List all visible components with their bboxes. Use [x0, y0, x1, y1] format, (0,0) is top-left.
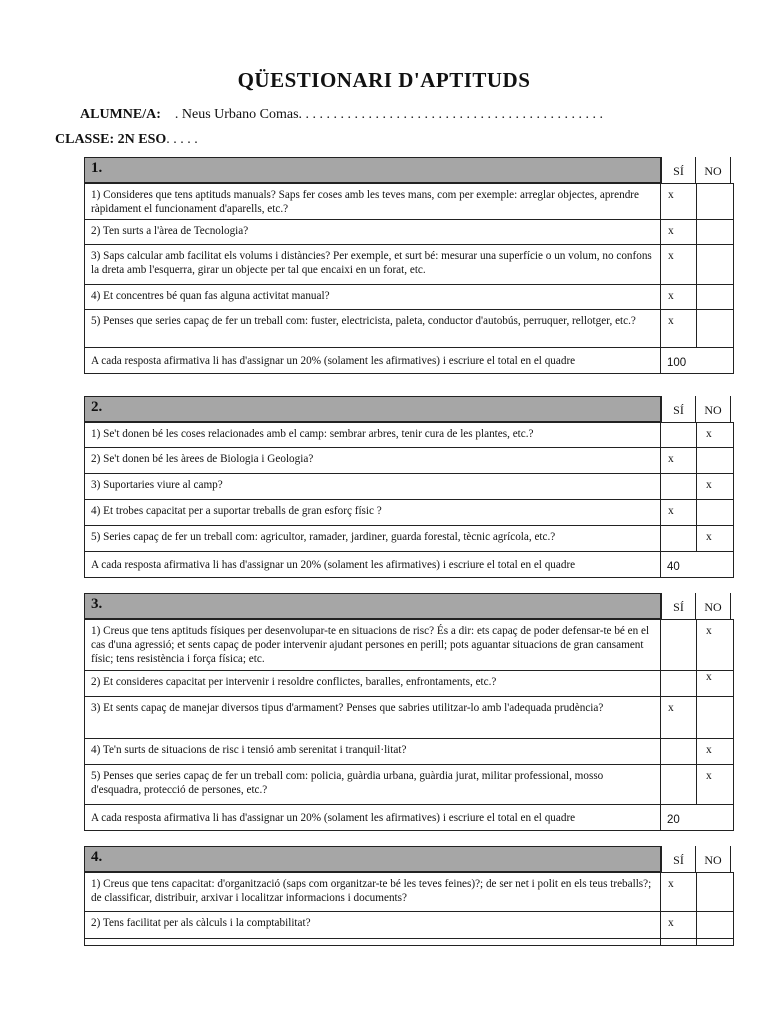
question-row [84, 422, 734, 448]
section-header [84, 846, 734, 872]
question-row [84, 183, 734, 220]
question-text: 2) Se't donen bé les àrees de Biologia i Geologia? [85, 448, 661, 473]
question-text: 3) Saps calcular amb facilitat els volums i distàncies? Per exemple, et surt bé: mesurar una superfície o un volum, no confons la dreta amb l'esquerra, girar un objecte per tal que encaixi en un forat, etc. [85, 245, 661, 284]
student-label: ALUMNE/A: [80, 107, 161, 122]
answer-si[interactable]: x [661, 220, 697, 244]
question-text: 1) Se't donen bé les coses relacionades amb el camp: sembrar arbres, tenir cura de les plantes, etc.? [85, 423, 661, 447]
answer-si[interactable]: x [661, 697, 697, 738]
no-header: NO [696, 396, 731, 422]
question-row [84, 671, 734, 697]
no-header: NO [696, 846, 731, 872]
answer-si[interactable] [661, 765, 697, 804]
question-text: 4) Et trobes capacitat per a suportar treballs de gran esforç físic ? [85, 500, 661, 525]
total-row [84, 805, 734, 831]
question-row [84, 765, 734, 805]
si-header: SÍ [661, 396, 696, 422]
answer-no[interactable] [697, 873, 733, 911]
question-text: 1) Consideres que tens aptituds manuals? Saps fer coses amb les teves mans, com per exemple: arreglar objectes, aprendre ràpidament el funcionament d'aparells, etc.? [85, 184, 661, 219]
total-instructions: A cada resposta afirmativa li has d'assignar un 20% (solament les afirmatives) i escriure el total en el quadre [85, 805, 661, 830]
question-row [84, 939, 734, 946]
answer-si[interactable]: x [661, 310, 697, 347]
class-line [55, 132, 198, 148]
total-value[interactable]: 40 [667, 561, 680, 573]
si-header: SÍ [661, 846, 696, 872]
answer-si[interactable] [661, 526, 697, 551]
answer-si[interactable] [661, 939, 697, 945]
question-text: 2) Et consideres capacitat per intervenir i resoldre conflictes, baralles, enfrontaments, etc.? [85, 671, 661, 696]
question-text: 3) Et sents capaç de manejar diversos tipus d'armament? Penses que sabries utilitzar-lo amb l'adequada prudència? [85, 697, 661, 738]
question-text: 2) Ten surts a l'àrea de Tecnologia? [85, 220, 661, 244]
question-row [84, 310, 734, 348]
answer-si[interactable] [661, 671, 697, 696]
answer-no[interactable] [697, 245, 733, 284]
question-row [84, 474, 734, 500]
question-text: 2) Tens facilitat per als càlculs i la comptabilitat? [85, 912, 661, 938]
si-header: SÍ [661, 157, 696, 183]
section-header [84, 396, 734, 422]
total-value[interactable]: 100 [667, 357, 687, 369]
page-title: QÜESTIONARI D'APTITUDS [237, 68, 531, 92]
answer-si[interactable] [661, 620, 697, 670]
answer-si[interactable]: x [661, 184, 697, 219]
answer-si[interactable]: x [661, 873, 697, 911]
question-text: 1) Creus que tens capacitat: d'organització (saps com organitzar-te bé les teves feines)?; de ser net i polit en els teus treballs?; de classificar, distribuir, arxivar i localitzar informacions i documents? [85, 873, 661, 911]
section-3 [84, 593, 734, 831]
answer-si[interactable]: x [661, 448, 697, 473]
section-header [84, 157, 734, 183]
answer-no[interactable] [697, 285, 733, 309]
student-name: . Neus Urbano Comas. . . . . . . . . . . . . . . . . . . . . . . . . . . . . . . . . . . . . . . . . . . . [174, 107, 604, 122]
section-number: 4. [84, 846, 661, 872]
total-row [84, 348, 734, 374]
question-text [85, 939, 661, 945]
answer-no[interactable]: x [706, 625, 712, 637]
student-line [80, 107, 603, 123]
answer-si[interactable] [661, 739, 697, 764]
si-header: SÍ [661, 593, 696, 619]
answer-si[interactable]: x [661, 285, 697, 309]
question-row [84, 912, 734, 939]
answer-no[interactable] [697, 184, 733, 219]
question-text: 4) Te'n surts de situacions de risc i tensió amb serenitat i tranquil·litat? [85, 739, 661, 764]
question-text: 5) Series capaç de fer un treball com: agricultor, ramader, jardiner, guarda forestal, tècnic agrícola, etc.? [85, 526, 661, 551]
answer-no[interactable] [697, 939, 733, 945]
question-row [84, 739, 734, 765]
section-header [84, 593, 734, 619]
question-row [84, 872, 734, 912]
no-header: NO [696, 157, 731, 183]
answer-no[interactable] [697, 500, 733, 525]
answer-si[interactable] [661, 423, 697, 447]
answer-no[interactable]: x [706, 428, 712, 440]
answer-si[interactable]: x [661, 500, 697, 525]
answer-si[interactable] [661, 474, 697, 499]
class-dots: . . . . . [166, 132, 198, 147]
answer-no[interactable] [697, 697, 733, 738]
class-label: CLASSE: 2N ESO [55, 132, 167, 147]
answer-no[interactable]: x [706, 479, 712, 491]
answer-no[interactable]: x [706, 770, 712, 782]
question-row [84, 500, 734, 526]
section-number: 1. [84, 157, 661, 183]
answer-no[interactable] [697, 448, 733, 473]
question-text: 5) Penses que series capaç de fer un treball com: policia, guàrdia urbana, guàrdia jurat, militar professional, mosso d'esquadra, protecció de persones, etc.? [85, 765, 661, 804]
answer-no[interactable] [697, 310, 733, 347]
answer-no[interactable] [697, 220, 733, 244]
question-row [84, 448, 734, 474]
question-text: 3) Suportaries viure al camp? [85, 474, 661, 499]
answer-si[interactable]: x [661, 912, 697, 938]
question-row [84, 619, 734, 671]
question-text: 5) Penses que series capaç de fer un treball com: fuster, electricista, paleta, conductor d'autobús, perruquer, rellotger, etc.? [85, 310, 661, 347]
total-instructions: A cada resposta afirmativa li has d'assignar un 20% (solament les afirmatives) i escriure el total en el quadre [85, 348, 661, 373]
question-row [84, 220, 734, 245]
total-instructions: A cada resposta afirmativa li has d'assignar un 20% (solament les afirmatives) i escriure el total en el quadre [85, 552, 661, 577]
section-4 [84, 846, 734, 946]
no-header: NO [696, 593, 731, 619]
question-row [84, 697, 734, 739]
section-2 [84, 396, 734, 578]
question-text: 1) Creus que tens aptituds físiques per desenvolupar-te en situacions de risc? És a dir: ets capaç de poder defensar-te bé en el cas d'una agressió; et sents capaç de poder intervenir ajudant persones en perill; pots aguantar situacions de gran cansament físic; tens resistència i força física; etc. [85, 620, 661, 670]
question-text: 4) Et concentres bé quan fas alguna activitat manual? [85, 285, 661, 309]
section-1 [84, 157, 734, 374]
answer-no[interactable]: x [706, 671, 712, 683]
question-row [84, 245, 734, 285]
section-number: 3. [84, 593, 661, 619]
answer-si[interactable]: x [661, 245, 697, 284]
question-row [84, 526, 734, 552]
total-row [84, 552, 734, 578]
total-value[interactable]: 20 [667, 814, 680, 826]
section-number: 2. [84, 396, 661, 422]
answer-no[interactable] [697, 912, 733, 938]
answer-no[interactable]: x [706, 744, 712, 756]
answer-no[interactable]: x [706, 531, 712, 543]
question-row [84, 285, 734, 310]
